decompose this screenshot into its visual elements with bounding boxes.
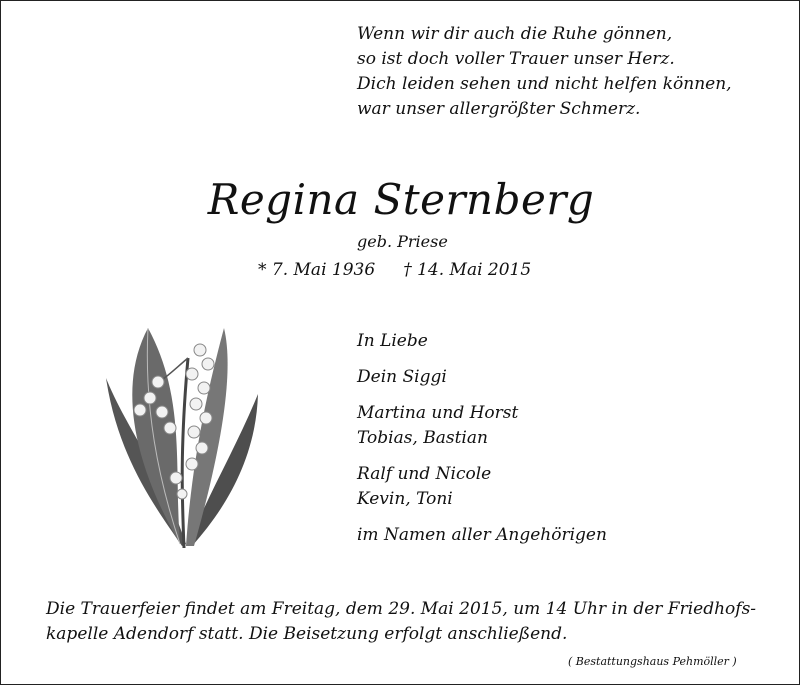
mourners-closing: im Namen aller Angehörigen <box>357 525 607 545</box>
mourner-family-line: Martina und Horst <box>357 403 519 423</box>
birth-date: * 7. Mai 1936 <box>258 260 376 280</box>
deceased-name-block <box>0 174 800 226</box>
death-date: † 14. Mai 2015 <box>403 260 532 280</box>
service-line: kapelle Adendorf statt. Die Beisetzung erfolgt anschließend. <box>46 624 568 644</box>
mourners-list <box>357 329 607 548</box>
service-line: Die Trauerfeier findet am Freitag, dem 29. Mai 2015, um 14 Uhr in der Friedhofs- <box>46 599 757 619</box>
poem-line: Wenn wir dir auch die Ruhe gönnen, <box>357 24 673 44</box>
life-dates <box>258 260 531 280</box>
deceased-name: Regina Sternberg <box>207 175 595 224</box>
lily-of-the-valley-icon <box>96 318 266 550</box>
mourners-intro: In Liebe <box>357 331 428 351</box>
poem-line: Dich leiden sehen und nicht helfen können, <box>357 74 732 94</box>
mourner-family-line: Tobias, Bastian <box>357 428 488 448</box>
mourner-partner: Dein Siggi <box>357 367 447 387</box>
poem <box>357 22 732 122</box>
poem-line: war unser allergrößter Schmerz. <box>357 99 641 119</box>
mourner-family-line: Kevin, Toni <box>357 489 453 509</box>
poem-line: so ist doch voller Trauer unser Herz. <box>357 49 675 69</box>
funeral-home-credit: ( Bestattungshaus Pehmöller ) <box>568 655 737 668</box>
mourner-family-line: Ralf und Nicole <box>357 464 492 484</box>
maiden-name: geb. Priese <box>357 232 448 251</box>
service-information <box>46 597 766 647</box>
